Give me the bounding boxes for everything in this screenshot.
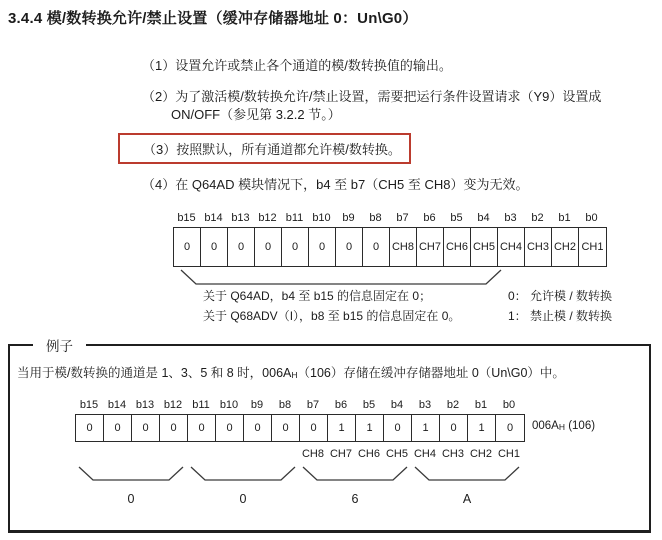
bit-cell: 0 [76,415,104,441]
hex-digit: A [462,492,472,506]
bit-header: b15 [177,212,196,224]
bit-header: b13 [231,212,250,224]
bit-cell: 0 [160,415,188,441]
bit-cell: 0 [216,415,244,441]
example-description [17,363,565,381]
example-description-part2: （106）存储在缓冲存储器地址 0（Un\G0）中。 [297,366,565,380]
channel-label: CH3 [441,448,464,460]
bit-header: b2 [446,399,460,411]
bit-header: b15 [79,399,99,411]
bit-cell: 1 [468,415,496,441]
bit-cell: CH2 [552,228,579,266]
bit-cell: 0 [174,228,201,266]
bit-cell: 0 [132,415,160,441]
bit-cell: 0 [336,228,363,266]
range-brace-b15-b4 [176,269,506,286]
bit-header: b5 [450,212,463,224]
hex-subscript: H [558,422,565,432]
bit-header: b0 [502,399,516,411]
channel-label: CH1 [497,448,520,460]
bit-legend-0: 0： 允许模 / 数转换 [508,289,613,303]
bit-cell: 1 [328,415,356,441]
bit-header: b9 [342,212,355,224]
hex-digit: 6 [351,492,359,506]
bit-cell: CH4 [498,228,525,266]
bit-header: b5 [362,399,376,411]
bit-cell: 0 [255,228,282,266]
bit-table-2 [75,414,525,442]
bit-header: b3 [418,399,432,411]
channel-label: CH7 [329,448,352,460]
bit-header: b6 [334,399,348,411]
bit-cell: 0 [188,415,216,441]
bit-header: b7 [396,212,409,224]
bit-header: b6 [423,212,436,224]
item-4: （4）在 Q64AD 模块情况下，b4 至 b7（CH5 至 CH8）变为无效。 [142,177,529,192]
hex-subscript: H [291,370,298,380]
bit-table-1 [173,227,607,267]
item-2-line1: （2）为了激活模/数转换允许/禁止设置，需要把运行条件设置请求（Y9）设置成 [142,89,602,104]
bit-cell: 0 [363,228,390,266]
bit-header: b10 [312,212,331,224]
bit-header: b14 [107,399,127,411]
bit-cell: 0 [104,415,132,441]
channel-label: CH6 [357,448,380,460]
bit-cell: 0 [272,415,300,441]
bit-cell: CH6 [444,228,471,266]
channel-label: CH2 [469,448,492,460]
bit-header: b3 [504,212,517,224]
bit-header: b10 [219,399,239,411]
bit-cell: 0 [228,228,255,266]
bit-header: b12 [258,212,277,224]
bit-table-1-headers [173,212,606,224]
stored-value-label [532,420,595,432]
bit-header: b11 [285,212,304,224]
bit-cell: 0 [300,415,328,441]
hex-digit: 0 [239,492,247,506]
bit-cell: CH1 [581,241,604,253]
item-1: （1）设置允许或禁止各个通道的模/数转换值的输出。 [142,58,452,73]
bit-cell: 0 [309,228,336,266]
fixed-bits-note-q68adv: 关于 Q68ADV（I），b8 至 b15 的信息固定在 0。 [203,309,461,323]
section-title: 3.4.4 模/数转换允许/禁止设置（缓冲存储器地址 0：Un\G0） [8,10,418,27]
bit-legend-1: 1： 禁止模 / 数转换 [508,309,613,323]
channel-label: CH8 [301,448,324,460]
bit-header: b8 [278,399,292,411]
bit-cell: 0 [282,228,309,266]
bit-header: b7 [306,399,320,411]
bit-cell: CH3 [525,228,552,266]
bit-cell: 0 [244,415,272,441]
bit-header: b4 [390,399,404,411]
bit-header: b0 [585,212,598,224]
bit-cell: 0 [440,415,468,441]
bit-header: b1 [558,212,571,224]
bit-header: b11 [192,399,210,411]
item-3: （3）按照默认，所有通道都允许模/数转换。 [143,142,401,157]
channel-label: CH5 [385,448,408,460]
bit-header: b13 [135,399,155,411]
fixed-bits-note-q64ad: 关于 Q64AD，b4 至 b15 的信息固定在 0； [203,289,432,303]
highlight-box [118,133,411,164]
bit-cell: 1 [412,415,440,441]
bit-cell: CH7 [417,228,444,266]
bit-header: b14 [204,212,223,224]
example-description-part1: 当用于模/数转换的通道是 1、3、5 和 8 时，006A [17,366,292,380]
bit-header: b12 [163,399,183,411]
example-box-legend: 例子 [33,335,86,355]
bit-header: b2 [531,212,544,224]
stored-value-part1: 006A [532,420,559,432]
channel-label: CH4 [413,448,436,460]
channel-labels-row [299,448,523,460]
bit-cell: CH5 [471,228,498,266]
bit-header: b9 [250,399,264,411]
bit-cell: 0 [384,415,412,441]
bit-header: b4 [477,212,490,224]
nibble-braces [75,466,524,482]
bit-cell: CH8 [390,228,417,266]
hex-digits-row [75,492,523,506]
bit-cell: 1 [356,415,384,441]
stored-value-part2: (106) [565,420,596,432]
hex-digit: 0 [127,492,135,506]
bit-header: b1 [474,399,488,411]
bit-table-2-headers [75,399,524,411]
bit-cell: 0 [201,228,228,266]
bit-cell: 0 [506,422,514,434]
bit-header: b8 [369,212,382,224]
item-2-line2: ON/OFF（参见第 3.2.2 节。） [171,107,341,122]
